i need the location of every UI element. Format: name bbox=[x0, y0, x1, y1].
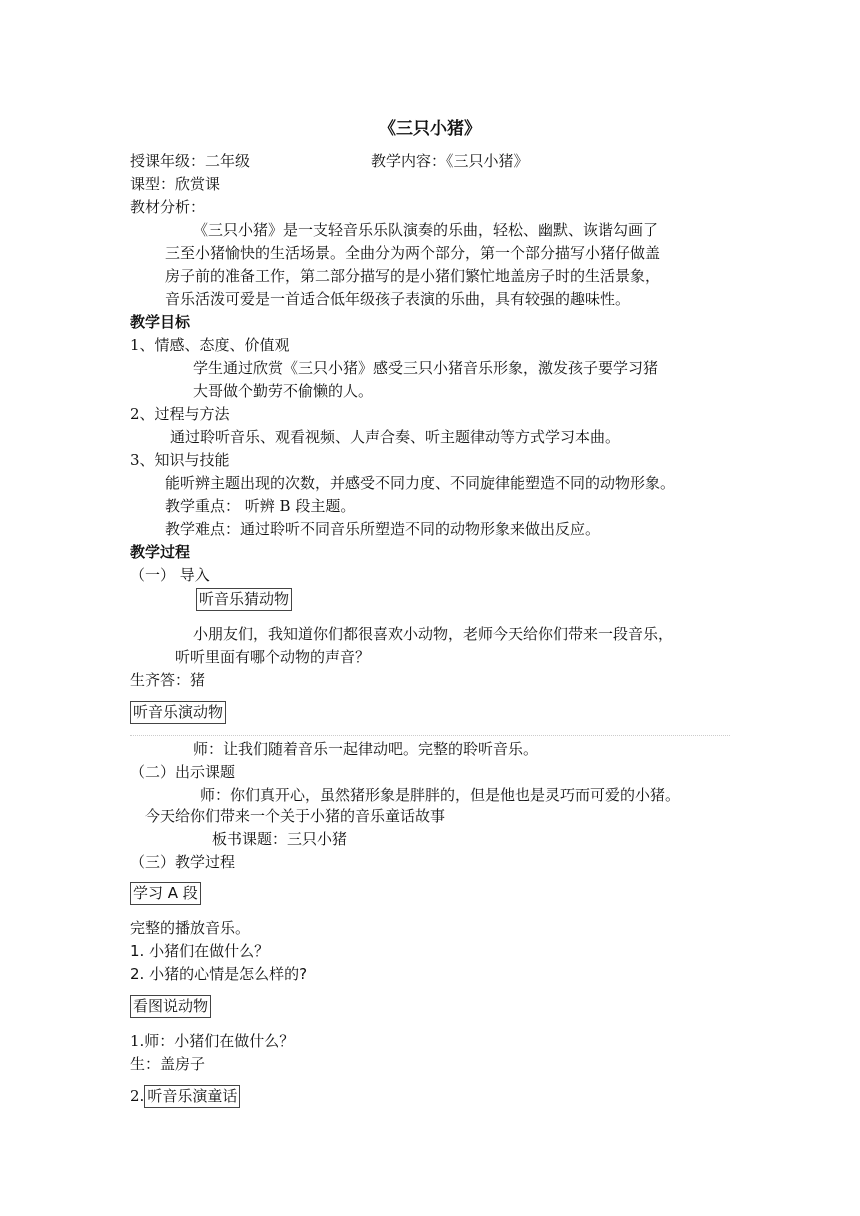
goal-3-title: 3、知识与技能 bbox=[130, 451, 230, 469]
goal-1-line: 学生通过欣赏《三只小猪》感受三只小猪音乐形象，激发孩子要学习猪 bbox=[193, 359, 659, 377]
activity-box-label: 学习 A 段 bbox=[130, 882, 201, 905]
activity-box bbox=[196, 588, 292, 611]
content-line: 教学内容：《三只小猪》 bbox=[371, 152, 529, 170]
course-type-line: 课型：欣赏课 bbox=[130, 175, 221, 193]
activity-box-label: 听音乐演童话 bbox=[144, 1085, 240, 1108]
analysis-line: 房子前的准备工作，第二部分描写的是小猪们繁忙地盖房子时的生活景象， bbox=[165, 267, 661, 285]
analysis-heading: 教材分析： bbox=[130, 198, 206, 216]
activity-box-label: 听音乐演动物 bbox=[130, 701, 226, 724]
goal-1-line: 大哥做个勤劳不偷懒的人。 bbox=[193, 382, 374, 400]
intro-line: 听听里面有哪个动物的声音？ bbox=[175, 648, 371, 666]
answer-line: 生齐答：猪 bbox=[130, 671, 206, 689]
question-line: 2. 小猪的心情是怎么样的? bbox=[130, 965, 308, 983]
key-point-line: 教学重点： 听辨 B 段主题。 bbox=[165, 497, 356, 515]
goal-2-line: 通过聆听音乐、观看视频、人声合奏、听主题律动等方式学习本曲。 bbox=[170, 428, 621, 446]
activity-box bbox=[130, 882, 201, 905]
goals-heading: 教学目标 bbox=[130, 313, 191, 331]
process-heading: 教学过程 bbox=[130, 543, 191, 561]
document-title: 《三只小猪》 bbox=[379, 119, 481, 139]
board-title-line: 板书课题：三只小猪 bbox=[212, 830, 348, 848]
divider bbox=[130, 735, 730, 736]
teacher-line: 师：你们真开心，虽然猪形象是胖胖的，但是他也是灵巧而可爱的小猪。 bbox=[200, 786, 681, 804]
analysis-line: 三至小猪愉快的生活场景。全曲分为两个部分，第一个部分描写小猪仔做盖 bbox=[165, 244, 661, 262]
activity-box-row bbox=[130, 1085, 240, 1108]
teacher-question-line: 1.师：小猪们在做什么？ bbox=[130, 1032, 295, 1050]
teacher-line: 师：让我们随着音乐一起律动吧。完整的聆听音乐。 bbox=[193, 740, 539, 758]
section-1-title: （一） 导入 bbox=[130, 566, 210, 584]
teacher-line: 今天给你们带来一个关于小猪的音乐童话故事 bbox=[145, 807, 446, 825]
section-3-title: （三）教学过程 bbox=[130, 853, 236, 871]
intro-line: 小朋友们，我知道你们都很喜欢小动物，老师今天给你们带来一段音乐， bbox=[193, 625, 674, 643]
grade-line: 授课年级：二年级 bbox=[130, 152, 251, 170]
analysis-line: 音乐活泼可爱是一首适合低年级孩子表演的乐曲，具有较强的趣味性。 bbox=[165, 290, 631, 308]
difficulty-line: 教学难点：通过聆听不同音乐所塑造不同的动物形象来做出反应。 bbox=[165, 520, 601, 538]
activity-box-label: 看图说动物 bbox=[130, 995, 211, 1018]
student-answer-line: 生：盖房子 bbox=[130, 1055, 206, 1073]
activity-box bbox=[130, 701, 226, 724]
analysis-line: 《三只小猪》是一支轻音乐乐队演奏的乐曲，轻松、幽默、诙谐勾画了 bbox=[193, 221, 659, 239]
activity-box-label: 听音乐猜动物 bbox=[196, 588, 292, 611]
play-line: 完整的播放音乐。 bbox=[130, 919, 251, 937]
question-line: 1. 小猪们在做什么？ bbox=[130, 942, 270, 960]
goal-3-line: 能听辨主题出现的次数，并感受不同力度、不同旋律能塑造不同的动物形象。 bbox=[165, 474, 676, 492]
activity-box bbox=[130, 995, 211, 1018]
item-number: 2. bbox=[130, 1087, 145, 1105]
goal-1-title: 1、情感、态度、价值观 bbox=[130, 336, 290, 354]
goal-2-title: 2、过程与方法 bbox=[130, 405, 230, 423]
section-2-title: （二）出示课题 bbox=[130, 763, 236, 781]
